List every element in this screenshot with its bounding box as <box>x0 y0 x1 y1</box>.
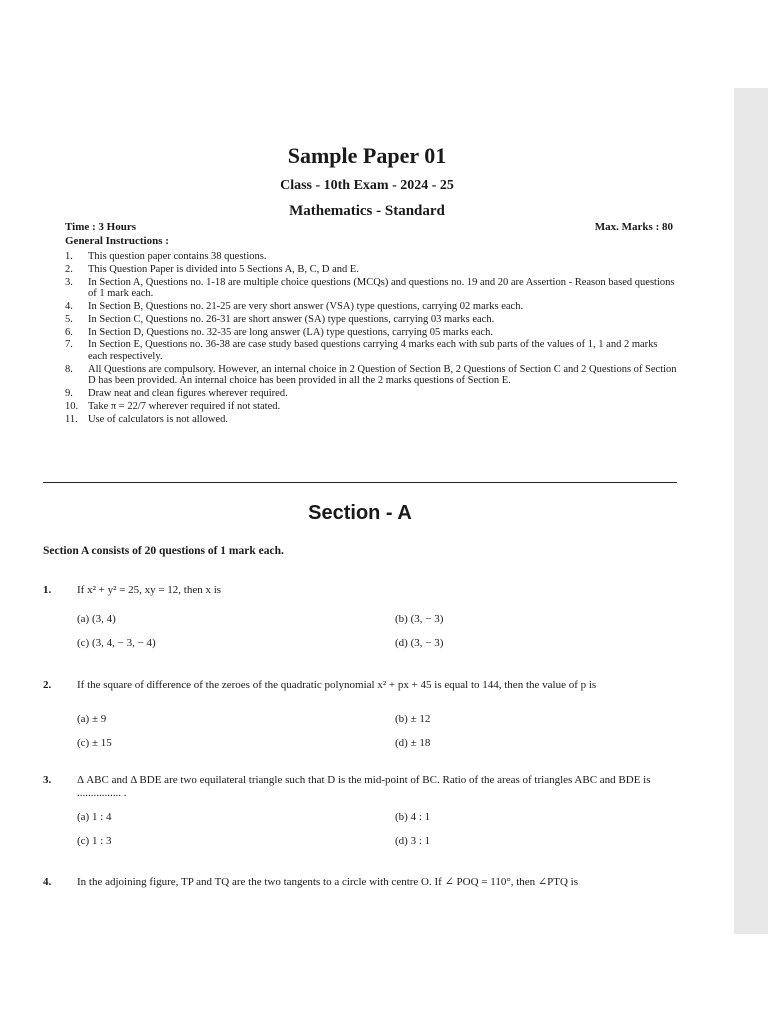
instruction-item <box>65 364 678 387</box>
instruction-text: In Section A, Questions no. 1-18 are multiple choice questions (MCQs) and questions no. 19 and 20 are Assertion - Reason based questions of 1 mark each. <box>88 276 675 300</box>
right-gray-panel <box>734 88 768 934</box>
section-title: Section - A <box>308 502 412 524</box>
option-a: (a) ± 9 <box>77 713 107 725</box>
instruction-item <box>65 327 678 339</box>
instruction-item <box>65 301 678 313</box>
instruction-item <box>65 414 678 426</box>
instruction-number: 1. <box>65 251 73 262</box>
paper-title: Sample Paper 01 <box>287 143 447 168</box>
option-b: (b) (3, − 3) <box>395 613 444 625</box>
question-number: 2. <box>43 679 52 691</box>
instruction-number: 11. <box>65 413 78 425</box>
instruction-text: Take π = 22/7 wherever required if not stated. <box>88 400 281 412</box>
question-4 <box>43 876 679 906</box>
instruction-text: In Section E, Questions no. 36-38 are case study based questions carrying 4 marks each with sub parts of the values of 1, 1 and 2 marks each respectively. <box>88 339 658 362</box>
instruction-item <box>65 388 678 400</box>
instruction-number: 9. <box>65 388 73 400</box>
option-b: (b) ± 12 <box>395 713 431 725</box>
instruction-item <box>65 277 678 300</box>
option-c: (c) 1 : 3 <box>77 835 112 847</box>
instruction-text: In Section B, Questions no. 21-25 are very short answer (VSA) type questions, carrying 02 marks each. <box>88 300 524 312</box>
question-text: If the square of difference of the zeroes of the quadratic polynomial x² + px + 45 is equal to 144, then the value of p is <box>77 679 597 691</box>
instruction-item <box>65 401 678 413</box>
instruction-item <box>65 339 678 362</box>
question-text: If x² + y² = 25, xy = 12, then x is <box>77 584 222 596</box>
option-c: (c) (3, 4, − 3, − 4) <box>77 637 156 649</box>
instructions-heading: General Instructions : <box>65 235 169 247</box>
question-1 <box>43 584 679 654</box>
instruction-number: 3. <box>65 276 73 288</box>
instruction-number: 8. <box>65 363 73 375</box>
instruction-number: 10. <box>65 400 79 412</box>
paper-subtitle: Class - 10th Exam - 2024 - 25 <box>280 178 454 193</box>
instruction-number: 7. <box>65 339 73 351</box>
paper-subject: Mathematics - Standard <box>289 203 445 219</box>
instruction-text: In Section D, Questions no. 32-35 are long answer (LA) type questions, carrying 05 marks each. <box>88 326 494 338</box>
max-marks-label: Max. Marks : 80 <box>594 221 673 233</box>
question-2 <box>43 679 679 755</box>
option-d: (d) 3 : 1 <box>395 835 431 847</box>
instructions-list <box>65 251 678 426</box>
instruction-number: 5. <box>65 313 73 325</box>
instruction-item <box>65 314 678 326</box>
instruction-number: 4. <box>65 300 73 312</box>
question-text: Δ ABC and Δ BDE are two equilateral triangle such that D is the mid-point of BC. Ratio of the areas of triangles ABC and BDE is ................ . <box>77 774 651 799</box>
option-c: (c) ± 15 <box>77 737 112 749</box>
instruction-number: 2. <box>65 263 73 275</box>
question-3 <box>43 774 679 850</box>
instruction-text: All Questions are compulsory. However, an internal choice in 2 Question of Section B, 2 Questions of Section C and 2 Questions of Section D has been provided. An internal choice has been provided in all the 2 marks questions of Section E. <box>88 363 677 387</box>
instruction-text: Use of calculators is not allowed. <box>88 413 228 425</box>
instruction-text: In Section C, Questions no. 26-31 are short answer (SA) type questions, carrying 03 marks each. <box>88 313 495 325</box>
option-a: (a) 1 : 4 <box>77 811 112 823</box>
option-d: (d) ± 18 <box>395 737 431 749</box>
question-number: 3. <box>43 774 52 786</box>
instruction-text: This question paper contains 38 questions. <box>88 251 267 262</box>
question-number: 4. <box>43 876 52 888</box>
instruction-item <box>65 251 678 263</box>
instruction-text: Draw neat and clean figures wherever required. <box>88 388 288 400</box>
instruction-text: This Question Paper is divided into 5 Sections A, B, C, D and E. <box>88 263 359 275</box>
question-text: In the adjoining figure, TP and TQ are the two tangents to a circle with centre O. If ∠ POQ = 110°, then ∠PTQ is <box>77 876 579 888</box>
option-b: (b) 4 : 1 <box>395 811 431 823</box>
question-number: 1. <box>43 584 52 596</box>
time-label: Time : 3 Hours <box>65 221 136 233</box>
option-d: (d) (3, − 3) <box>395 637 444 649</box>
instruction-item <box>65 264 678 276</box>
section-divider <box>43 482 677 483</box>
section-note: Section A consists of 20 questions of 1 mark each. <box>43 545 284 557</box>
option-a: (a) (3, 4) <box>77 613 116 625</box>
instruction-number: 6. <box>65 326 73 338</box>
